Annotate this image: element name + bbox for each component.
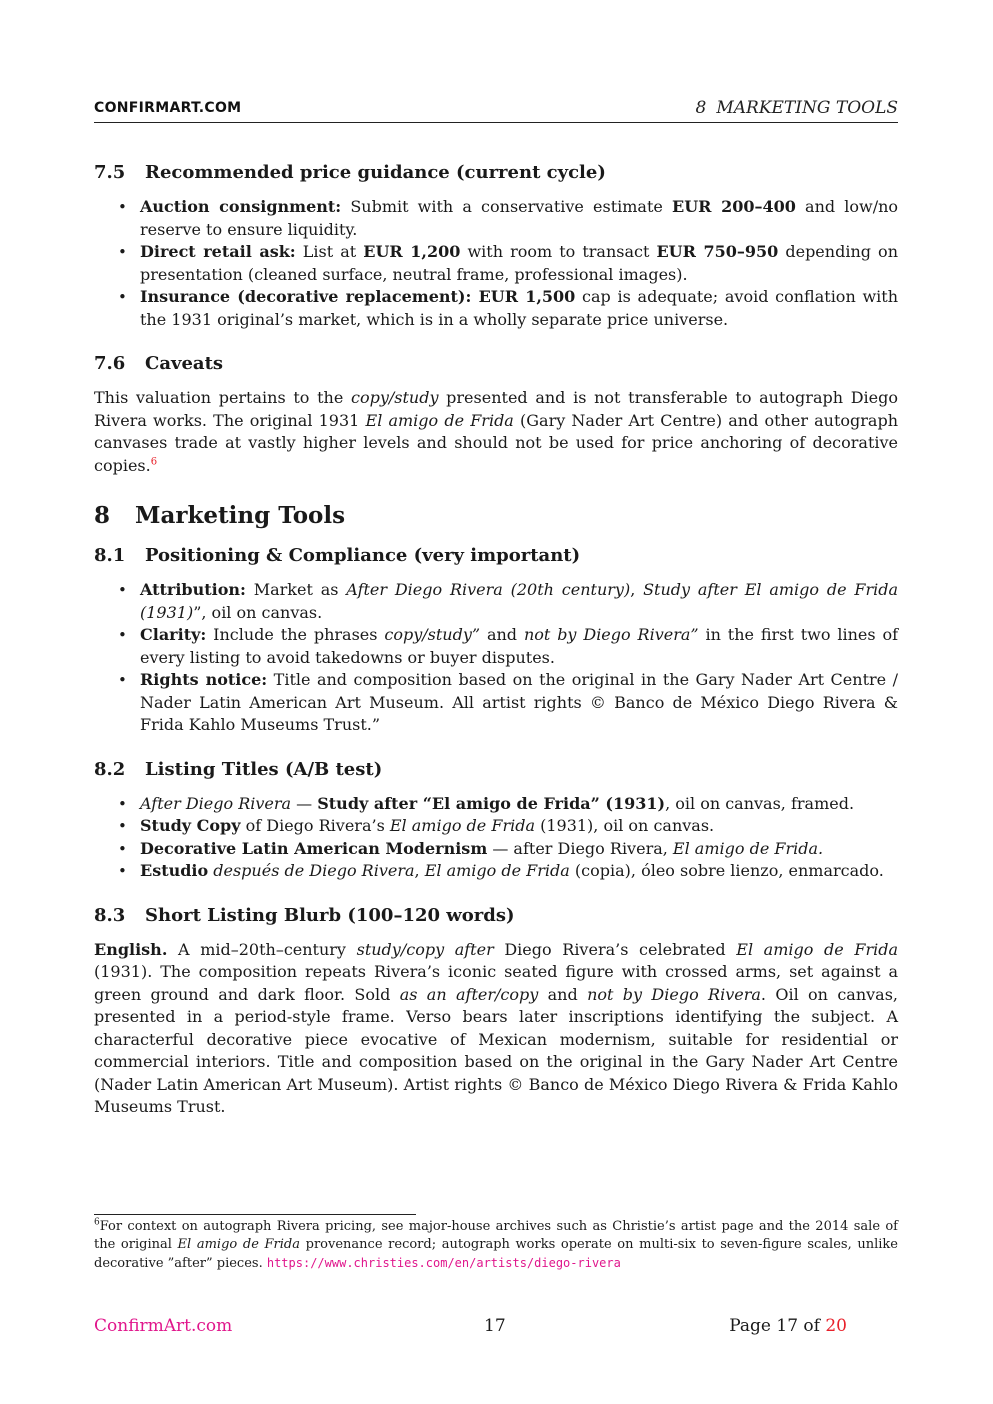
section-heading: 8.2 Listing Titles (A/B test) — [94, 758, 383, 780]
section-8-2 — [94, 757, 898, 883]
blurb-paragraph: English. A mid–20th–century study/copy after Diego Rivera’s celebrated El amigo de Frida (1931). The composition repeats Rivera’s iconic seated figure with crossed arms, set against a green ground and dark floor. Sold as an after/copy and not by Diego Rivera. Oil on canvas, presented in a period-style frame. Verso bears later inscriptions identifying the subject. A characterful decorative piece evocative of Mexican modernism, suitable for residential or commercial interiors. Title and composition based on the original in the Gary Nader Art Centre (Nader Latin American Art Museum). Artist rights © Banco de México Diego Rivera & Frida Kahlo Museums Trust. — [94, 939, 899, 1116]
running-header — [94, 96, 898, 123]
section-8-3 — [94, 903, 898, 1119]
chapter-heading: 8 Marketing Tools — [94, 502, 346, 529]
footer-site-link[interactable]: ConfirmArt.com — [94, 1316, 233, 1336]
caveats-paragraph: This valuation pertains to the copy/study presented and is not transferable to autograph Diego Rivera works. The original 1931 El amigo de Frida (Gary Nader Art Centre) and other autograph canvases trade at vastly higher levels and should not be used for price anchoring of decorative copies.$^6$ — [94, 388, 899, 475]
section-8-1 — [94, 543, 898, 737]
page-body — [94, 160, 898, 1139]
list-item: • Decorative Latin American Modernism — after Diego Rivera, El amigo de Frida. — [94, 838, 898, 861]
footnote-6: $^6$For context on autograph Rivera pricing, see major-house archives such as Christie’s artist page and the 2014 sale of the original El amigo de Frida provenance record; autograph works operate on multi-six to seven-figure scales, unlike decorative ”after” pieces. https://www.christies.com/en/artists/diego-rivera — [94, 1217, 898, 1271]
section-7-6 — [94, 351, 898, 477]
page-of-total: Page 17 of 20 — [729, 1316, 847, 1336]
section-heading: 8.1 Positioning & Compliance (very important) — [94, 545, 581, 566]
list-item: • Direct retail ask: List at EUR 1,200 with room to transact EUR 750–950 depending on presentation (cleaned surface, neutral frame, professional images). — [94, 241, 898, 286]
section-heading: 7.5 Recommended price guidance (current cycle) — [94, 162, 606, 183]
section-7-5 — [94, 160, 898, 331]
confirmart-logo: CONFIRMART.COM — [94, 100, 242, 116]
footnote-ref[interactable]: 6 — [150, 456, 158, 468]
page-footer — [94, 1316, 898, 1340]
list-item: • After Diego Rivera — Study after “El amigo de Frida” (1931), oil on canvas, framed. — [94, 793, 898, 816]
section-heading: 8.3 Short Listing Blurb (100–120 words) — [94, 904, 515, 926]
price-guidance-list — [94, 196, 898, 331]
running-section-title: 8 MARKETING TOOLS — [695, 98, 898, 118]
list-item: • Clarity: Include the phrases copy/study” and not by Diego Rivera” in the first two lines of every listing to avoid takedowns or buyer disputes. — [94, 624, 898, 669]
section-heading: 7.6 Caveats — [94, 353, 224, 374]
listing-titles-list — [94, 793, 898, 883]
list-item: • Insurance (decorative replacement): EUR 1,500 cap is adequate; avoid conflation with the 1931 original’s market, which is in a wholly separate price universe. — [94, 286, 898, 331]
list-item: • Auction consignment: Submit with a conservative estimate EUR 200–400 and low/no reserve to ensure liquidity. — [94, 196, 898, 241]
christies-link[interactable]: https://www.christies.com/en/artists/diego-rivera — [266, 1256, 621, 1270]
positioning-list — [94, 579, 898, 737]
list-item: • Rights notice: Title and composition based on the original in the Gary Nader Art Centre / Nader Latin American Art Museum. All artist rights © Banco de México Diego Rivera & Frida Kahlo Museums Trust.” — [94, 669, 898, 737]
footnote-divider — [94, 1214, 416, 1215]
list-item: • Attribution: Market as After Diego Rivera (20th century), Study after El amigo de Frida (1931)”, oil on canvas. — [94, 579, 898, 624]
list-item: • Study Copy of Diego Rivera’s El amigo de Frida (1931), oil on canvas. — [94, 815, 898, 838]
last-page-link[interactable]: 20 — [825, 1316, 847, 1336]
page-number: 17 — [484, 1316, 506, 1336]
list-item: • Estudio después de Diego Rivera, El amigo de Frida (copia), óleo sobre lienzo, enmarcado. — [94, 860, 898, 883]
